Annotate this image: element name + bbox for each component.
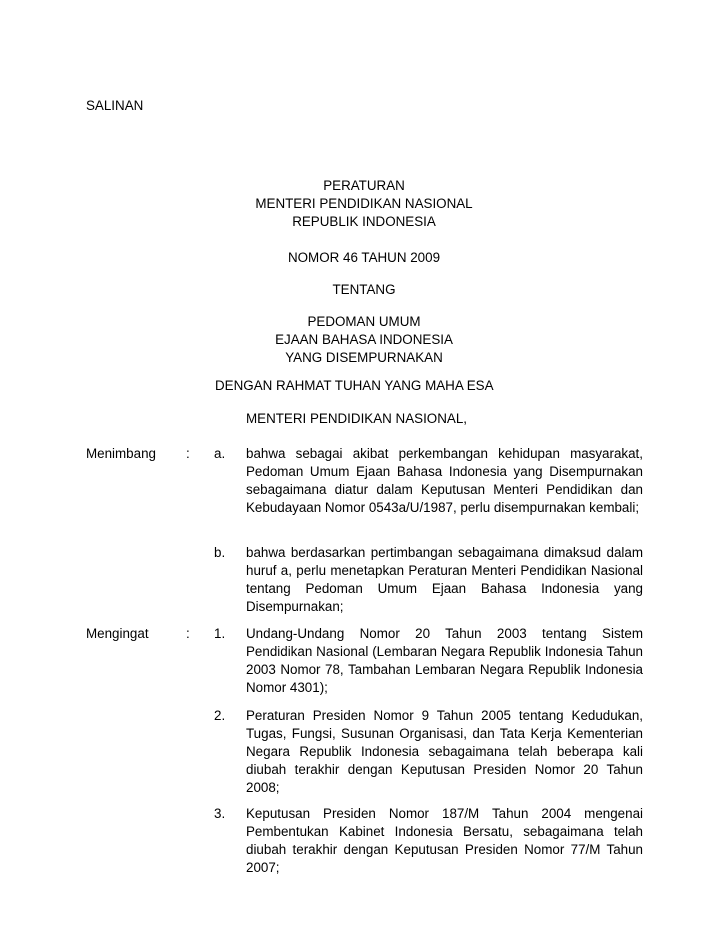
regulation-heading [206,177,522,231]
subject-heading [206,313,522,367]
heading-line-republic: REPUBLIK INDONESIA [292,214,436,229]
menimbang-marker-a: a. [214,446,226,461]
mengingat-marker-3: 3. [214,806,226,821]
mengingat-marker-2: 2. [214,708,226,723]
mengingat-item-2: Peraturan Presiden Nomor 9 Tahun 2005 tentang Kedudukan, Tugas, Fungsi, Susunan Organisasi, dan Tata Kerja Kementerian Negara Republik Indonesia sebagaimana telah beberapa kali diubah terakhir dengan Keputusan Presiden Nomor 20 Tahun 2008; [246,708,643,795]
mengingat-item-1: Undang-Undang Nomor 20 Tahun 2003 tentang Sistem Pendidikan Nasional (Lembaran Negara Republik Indonesia Tahun 2003 Nomor 78, Tambahan Lembaran Negara Republik Indonesia Nomor 4301); [246,626,643,695]
mengingat-marker-1: 1. [214,626,226,641]
about-label: TENTANG [332,282,396,297]
menimbang-marker-b: b. [214,545,226,560]
menimbang-item-a: bahwa sebagai akibat perkembangan kehidupan masyarakat, Pedoman Umum Ejaan Bahasa Indonesia yang Disempurnakan sebagaimana diatur dalam Keputusan Menteri Pendidikan dan Kebudayaan Nomor 0543a/U/1987, perlu disempurnakan kembali; [246,446,643,515]
mengingat-colon: : [186,626,190,641]
mengingat-item-3: Keputusan Presiden Nomor 187/M Tahun 2004 mengenai Pembentukan Kabinet Indonesia Bersatu, sebagaimana telah diubah terakhir dengan Keputusan Presiden Nomor 77/M Tahun 2007; [246,806,643,875]
heading-line-minister: MENTERI PENDIDIKAN NASIONAL [255,196,473,211]
subject-line-2: EJAAN BAHASA INDONESIA [275,332,453,347]
mengingat-label: Mengingat [86,626,149,641]
grace-line: DENGAN RAHMAT TUHAN YANG MAHA ESA [215,378,494,393]
heading-line-regulation: PERATURAN [323,178,405,193]
menimbang-label: Menimbang [86,446,156,461]
subject-line-1: PEDOMAN UMUM [307,314,421,329]
menimbang-item-b: bahwa berdasarkan pertimbangan sebagaimana dimaksud dalam huruf a, perlu menetapkan Peraturan Menteri Pendidikan Nasional tentang Pedoman Umum Ejaan Bahasa Indonesia yang Disempurnakan; [246,545,643,614]
subject-line-3: YANG DISEMPURNAKAN [285,350,443,365]
menimbang-colon: : [186,446,190,461]
regulation-number: NOMOR 46 TAHUN 2009 [287,250,441,265]
minister-line: MENTERI PENDIDIKAN NASIONAL, [246,411,467,426]
copy-mark: SALINAN [86,98,144,113]
